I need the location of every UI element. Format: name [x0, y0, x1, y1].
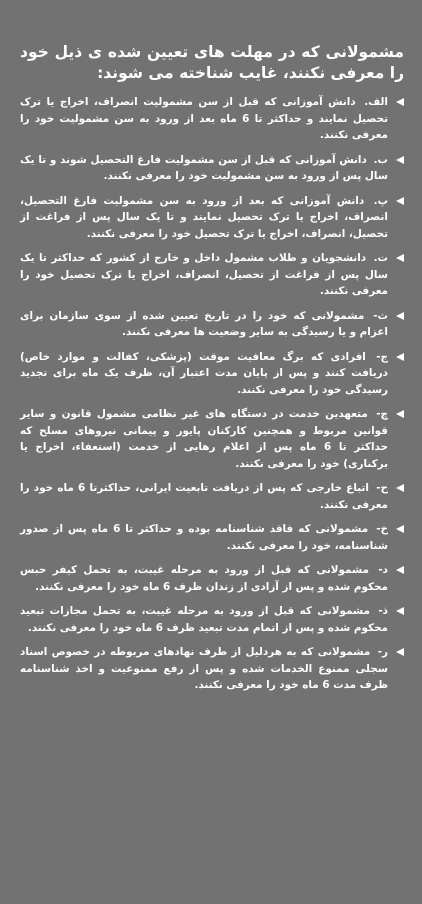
clause-text: مشمولانی که قبل از ورود به مرحله غیبت، به تحمل کیفر حبس محکوم شده و پس از آزادی از زندان ظرف 6 ماه خود را معرفی نکنند. [20, 564, 388, 593]
clause-label: چ- [376, 408, 388, 420]
arrow-bullet-icon [396, 197, 404, 205]
arrow-bullet-icon [396, 410, 404, 418]
clause-text: دانش آموزانی که قبل از سن مشمولیت فارغ التحصیل شوند و تا یک سال پس از ورود به سن مشمولیت خود را معرفی نکنند. [20, 153, 388, 182]
clause-text: دانشجویان و طلاب مشمول داخل و خارج از کشور که حداکثر تا یک سال پس از فراغت از تحصیل، انصراف، اخراج یا ترک تحصیل خود را معرفی نکنند. [20, 252, 388, 297]
clause-item [20, 152, 404, 185]
clause-item [20, 644, 404, 694]
clause-text: دانش آموزانی که بعد از ورود به سن مشمولیت فارغ التحصیل، انصراف، اخراج یا ترک تحصیل نمایند و تا یک سال پس از فراغت از تحصیل، انصراف، اخراج یا ترک تحصیل خود را معرفی نکنند. [20, 194, 388, 240]
clause-label: ث- [373, 309, 388, 322]
clause-text: مشمولانی که به هردلیل از طرف نهادهای مربوطه در خصوص اسناد سجلی ممنوع الخدمات شده و پس از رفع ممنوعیت و اخذ شناسنامه ظرف مدت 6 ماه خود را معرفی نکنند. [20, 646, 388, 691]
clause-item [20, 193, 404, 243]
clause-text: مشمولانی که خود را در تاریخ تعیین شده از سوی سازمان برای اعزام و یا رسیدگی به سایر وضعیت ها معرفی نکنند. [20, 309, 388, 338]
arrow-bullet-icon [396, 254, 404, 262]
clause-label: الف. [364, 96, 388, 108]
page-title: مشمولانی که در مهلت های تعیین شده ی ذیل خود را معرفی نکنند، غایب شناخته می شوند: [20, 43, 404, 82]
clause-label: ج- [376, 350, 388, 363]
clause-text: متعهدین خدمت در دستگاه های غیر نظامی مشمول قانون و سایر قوانین مربوط و همچنین کارکنان پایور و پیمانی نیروهای مسلح که حداکثر تا 6 ماه پس از اعلام رهایی از خدمت (استعفاء، اخراج یا برکناری) خود را معرفی نکنند. [20, 408, 388, 470]
arrow-bullet-icon [396, 648, 404, 656]
clause-label: ر- [377, 646, 388, 658]
clause-label: ب. [373, 153, 388, 166]
clause-label: خ- [376, 523, 388, 535]
arrow-bullet-icon [396, 484, 404, 492]
clause-text: اتباع خارجی که پس از دریافت تابعیت ایرانی، حداکثرتا 6 ماه خود را معرفی نکنند. [20, 482, 388, 511]
clause-item [20, 406, 404, 472]
clause-item [20, 521, 404, 554]
clause-item [20, 562, 404, 595]
clause-item [20, 94, 404, 144]
clause-label: پ. [373, 194, 389, 207]
arrow-bullet-icon [396, 312, 404, 320]
clause-item [20, 603, 404, 636]
clause-label: ت. [373, 252, 388, 264]
arrow-bullet-icon [396, 566, 404, 574]
clause-item [20, 480, 404, 513]
clause-list [20, 94, 404, 694]
arrow-bullet-icon [396, 353, 404, 361]
clause-item [20, 308, 404, 341]
arrow-bullet-icon [396, 607, 404, 615]
clause-label: ح- [376, 482, 389, 494]
arrow-bullet-icon [396, 156, 404, 164]
arrow-bullet-icon [396, 98, 404, 106]
clause-item [20, 250, 404, 300]
clause-label: د- [378, 564, 388, 576]
clause-text: افرادی که برگ معافیت موقت (پزشکی، کفالت و موارد خاص) دریافت کنند و پس از پایان مدت اعتبار آن، ظرف یک ماه برای تجدید رسیدگی خود را معرفی نکنند. [20, 350, 388, 396]
clause-text: مشمولانی که فاقد شناسنامه بوده و حداکثر تا 6 ماه پس از صدور شناسنامه، خود را معرفی نکنند. [20, 523, 388, 552]
clause-item [20, 349, 404, 399]
clause-label: ذ- [378, 605, 389, 617]
clause-text: مشمولانی که قبل از ورود به مرحله غیبت، به تحمل مجازات تبعید محکوم شده و پس از اتمام مدت تبعید ظرف 6 ماه خود را معرفی نکنند. [20, 605, 388, 634]
arrow-bullet-icon [396, 525, 404, 533]
clause-text: دانش آموزانی که قبل از سن مشمولیت انصراف، اخراج یا ترک تحصیل نمایند و حداکثر تا 6 ماه بعد از ورود به سن مشمولیت خود را معرفی نکنند. [20, 96, 388, 141]
